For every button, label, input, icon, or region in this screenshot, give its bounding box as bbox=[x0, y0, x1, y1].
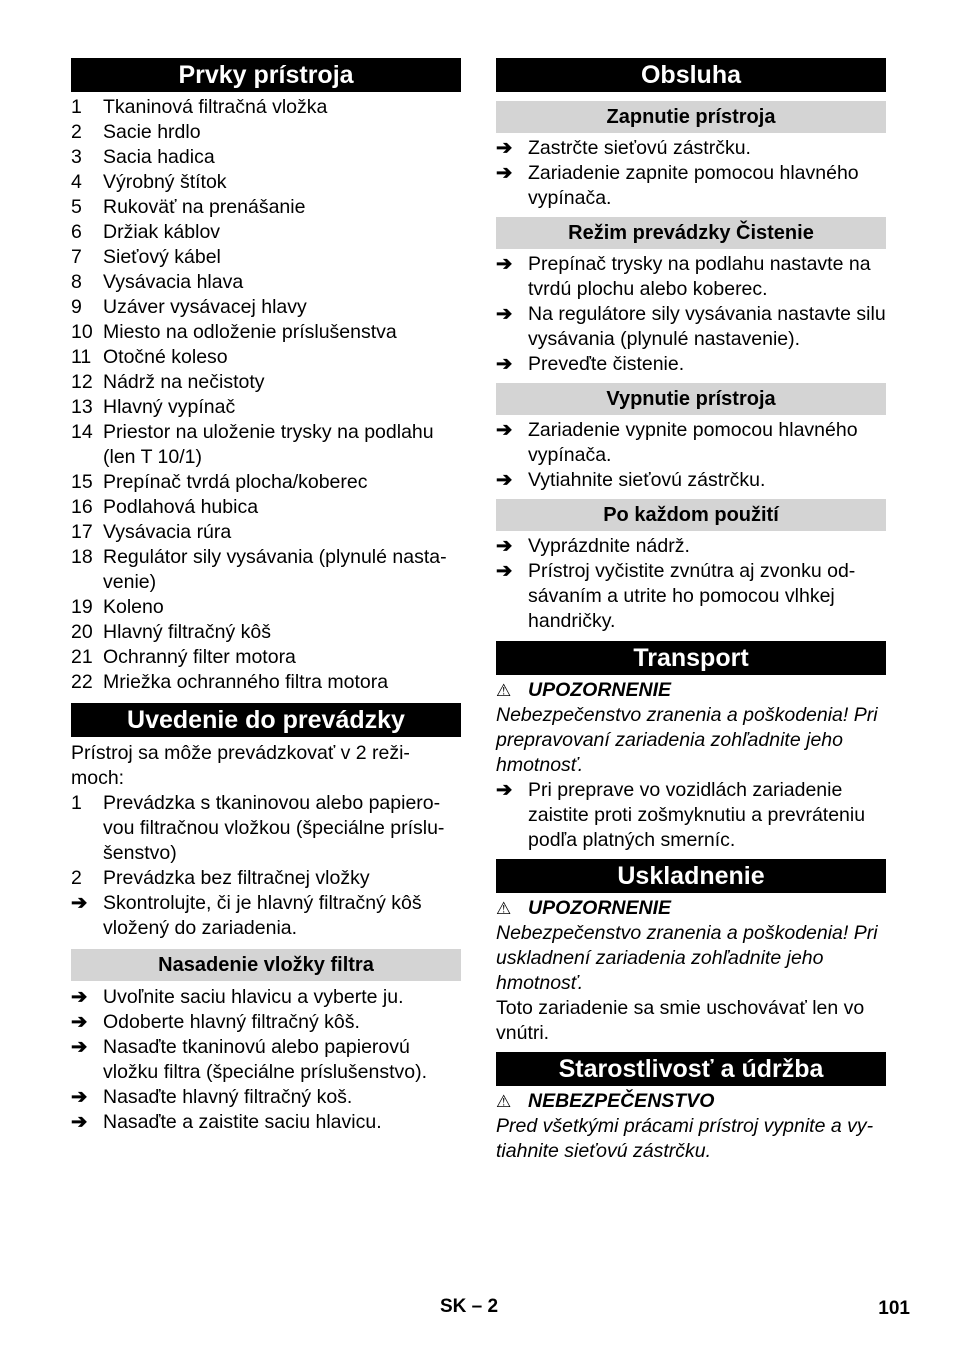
arrow-icon: ➔ bbox=[71, 1036, 88, 1058]
arrow-item: ➔ Prepínač trysky na podlahu nastavte na tvrdú plochu alebo koberec. bbox=[496, 253, 871, 300]
list-item: 12 Nádrž na nečistoty bbox=[71, 371, 265, 393]
list-item: 14 Priestor na uloženie trysky na podlahu (len T 10/1) bbox=[71, 421, 434, 468]
left-column bbox=[71, 58, 461, 1135]
list-item: 8 Vysávacia hlava bbox=[71, 271, 244, 293]
list-item: 17 Vysávacia rúra bbox=[71, 521, 232, 543]
arrow-icon: ➔ bbox=[71, 1011, 88, 1033]
list-item: 21 Ochranný filter motora bbox=[71, 646, 296, 668]
arrow-item: ➔ Prístroj vyčistite zvnútra aj zvonku od-sávaním a utrite ho pomocou vlhkej handričky. bbox=[496, 560, 856, 632]
arrow-icon: ➔ bbox=[496, 560, 513, 582]
subsection-title-zapnutie: Zapnutie prístroja bbox=[496, 101, 886, 133]
list-item: 2 Sacie hrdlo bbox=[71, 121, 201, 143]
arrow-item: ➔ Vytiahnite sieťovú zástrčku. bbox=[496, 469, 766, 491]
arrow-icon: ➔ bbox=[496, 253, 513, 275]
section-title-starostlivost: Starostlivosť a údržba bbox=[496, 1052, 886, 1086]
arrow-list bbox=[71, 985, 461, 1135]
arrow-icon: ➔ bbox=[496, 535, 513, 557]
subsection-title-rezim: Režim prevádzky Čistenie bbox=[496, 217, 886, 249]
arrow-icon: ➔ bbox=[496, 353, 513, 375]
subsection-title-vypnutie: Vypnutie prístroja bbox=[496, 383, 886, 415]
section-title-prvky: Prvky prístroja bbox=[71, 58, 461, 92]
section-title-uvedenie: Uvedenie do prevádzky bbox=[71, 703, 461, 737]
arrow-item: ➔ Preveďte čistenie. bbox=[496, 353, 685, 375]
list-item: 19 Koleno bbox=[71, 596, 164, 618]
list-item: 22 Mriežka ochranného filtra motora bbox=[71, 671, 389, 693]
arrow-item: ➔ Pri preprave vo vozidlách zariadenie zaistite proti zošmyknutiu a prevráteniu podľa platných smerníc. bbox=[496, 779, 866, 851]
paragraph: Toto zariadenie sa smie uschovávať len vo vnútri. bbox=[496, 997, 865, 1044]
arrow-icon: ➔ bbox=[71, 1086, 88, 1108]
right-column bbox=[496, 58, 886, 1164]
list-item: 16 Podlahová hubica bbox=[71, 496, 259, 518]
arrow-icon: ➔ bbox=[496, 469, 513, 491]
arrow-item: ➔ Skontrolujte, či je hlavný filtračný kôš vložený do zariadenia. bbox=[71, 892, 422, 939]
arrow-item: ➔ Zariadenie vypnite pomocou hlavného vypínača. bbox=[496, 419, 858, 466]
list-item: 11 Otočné koleso bbox=[71, 346, 228, 368]
arrow-icon: ➔ bbox=[71, 892, 88, 914]
arrow-icon: ➔ bbox=[71, 986, 88, 1008]
list-item: 10 Miesto na odloženie príslušenstva bbox=[71, 321, 397, 343]
arrow-item: ➔ Vyprázdnite nádrž. bbox=[496, 535, 690, 557]
arrow-item: ➔ Nasaďte tkaninovú alebo papierovú vložku filtra (špeciálne príslušenstvo). bbox=[71, 1036, 428, 1083]
danger-text: Pred všetkými prácami prístroj vypnite a vy-tiahnite sieťovú zástrčku. bbox=[496, 1115, 874, 1162]
arrow-item: ➔ Zariadenie zapnite pomocou hlavného vypínača. bbox=[496, 162, 859, 209]
list-item: 1 Prevádzka s tkaninovou alebo papiero-vou filtračnou vložkou (špeciálne príslu-šenstvo) bbox=[71, 792, 445, 864]
arrow-icon: ➔ bbox=[71, 1111, 88, 1133]
warning-heading: ⚠ UPOZORNENIE bbox=[496, 897, 672, 919]
list-item: 2 Prevádzka bez filtračnej vložky bbox=[71, 867, 370, 889]
list-item: 4 Výrobný štítok bbox=[71, 171, 227, 193]
arrow-item: ➔ Odoberte hlavný filtračný kôš. bbox=[71, 1011, 360, 1033]
parts-list bbox=[71, 95, 461, 695]
arrow-icon: ➔ bbox=[496, 137, 513, 159]
list-item: 13 Hlavný vypínač bbox=[71, 396, 236, 418]
warning-text: Nebezpečenstvo zranenia a poškodenia! Pri prepravovaní zariadenia zohľadnite jeho hmotnosť. bbox=[496, 704, 878, 776]
list-item: 1 Tkaninová filtračná vložka bbox=[71, 96, 328, 118]
warning-icon: ⚠ bbox=[496, 1092, 512, 1111]
warning-text: Nebezpečenstvo zranenia a poškodenia! Pri uskladnení zariadenia zohľadnite jeho hmotnosť. bbox=[496, 922, 878, 994]
list-item: 3 Sacia hadica bbox=[71, 146, 215, 168]
arrow-icon: ➔ bbox=[496, 303, 513, 325]
arrow-item: ➔ Uvoľnite saciu hlavicu a vyberte ju. bbox=[71, 986, 404, 1008]
subsection-title-po-kazdom: Po každom použití bbox=[496, 499, 886, 531]
section-title-uskladnenie: Uskladnenie bbox=[496, 859, 886, 893]
arrow-item: ➔ Zastrčte sieťovú zástrčku. bbox=[496, 137, 751, 159]
paragraph: Prístroj sa môže prevádzkovať v 2 reži-moch: bbox=[71, 742, 410, 789]
subsection-title-nasadenie: Nasadenie vložky filtra bbox=[71, 949, 461, 981]
warning-icon: ⚠ bbox=[496, 899, 512, 918]
list-item: 20 Hlavný filtračný kôš bbox=[71, 621, 271, 643]
list-item: 18 Regulátor sily vysávania (plynulé nasta-venie) bbox=[71, 546, 447, 593]
arrow-icon: ➔ bbox=[496, 779, 513, 801]
arrow-item: ➔ Na regulátore sily vysávania nastavte silu vysávania (plynulé nastavenie). bbox=[496, 303, 886, 350]
warning-heading: ⚠ UPOZORNENIE bbox=[496, 679, 672, 701]
arrow-item: ➔ Nasaďte a zaistite saciu hlavicu. bbox=[71, 1111, 382, 1133]
arrow-icon: ➔ bbox=[496, 162, 513, 184]
list-item: 9 Uzáver vysávacej hlavy bbox=[71, 296, 307, 318]
footer-section-label: SK – 2 bbox=[440, 1296, 499, 1317]
section-title-transport: Transport bbox=[496, 641, 886, 675]
arrow-item: ➔ Nasaďte hlavný filtračný koš. bbox=[71, 1086, 353, 1108]
list-item: 6 Držiak káblov bbox=[71, 221, 221, 243]
list-item: 15 Prepínač tvrdá plocha/koberec bbox=[71, 471, 368, 493]
section-title-obsluha: Obsluha bbox=[496, 58, 886, 92]
danger-heading: ⚠ NEBEZPEČENSTVO bbox=[496, 1090, 715, 1112]
list-item: 5 Rukoväť na prenášanie bbox=[71, 196, 306, 218]
page-number: 101 bbox=[878, 1298, 910, 1319]
list-item: 7 Sieťový kábel bbox=[71, 246, 221, 268]
warning-icon: ⚠ bbox=[496, 681, 512, 700]
arrow-icon: ➔ bbox=[496, 419, 513, 441]
